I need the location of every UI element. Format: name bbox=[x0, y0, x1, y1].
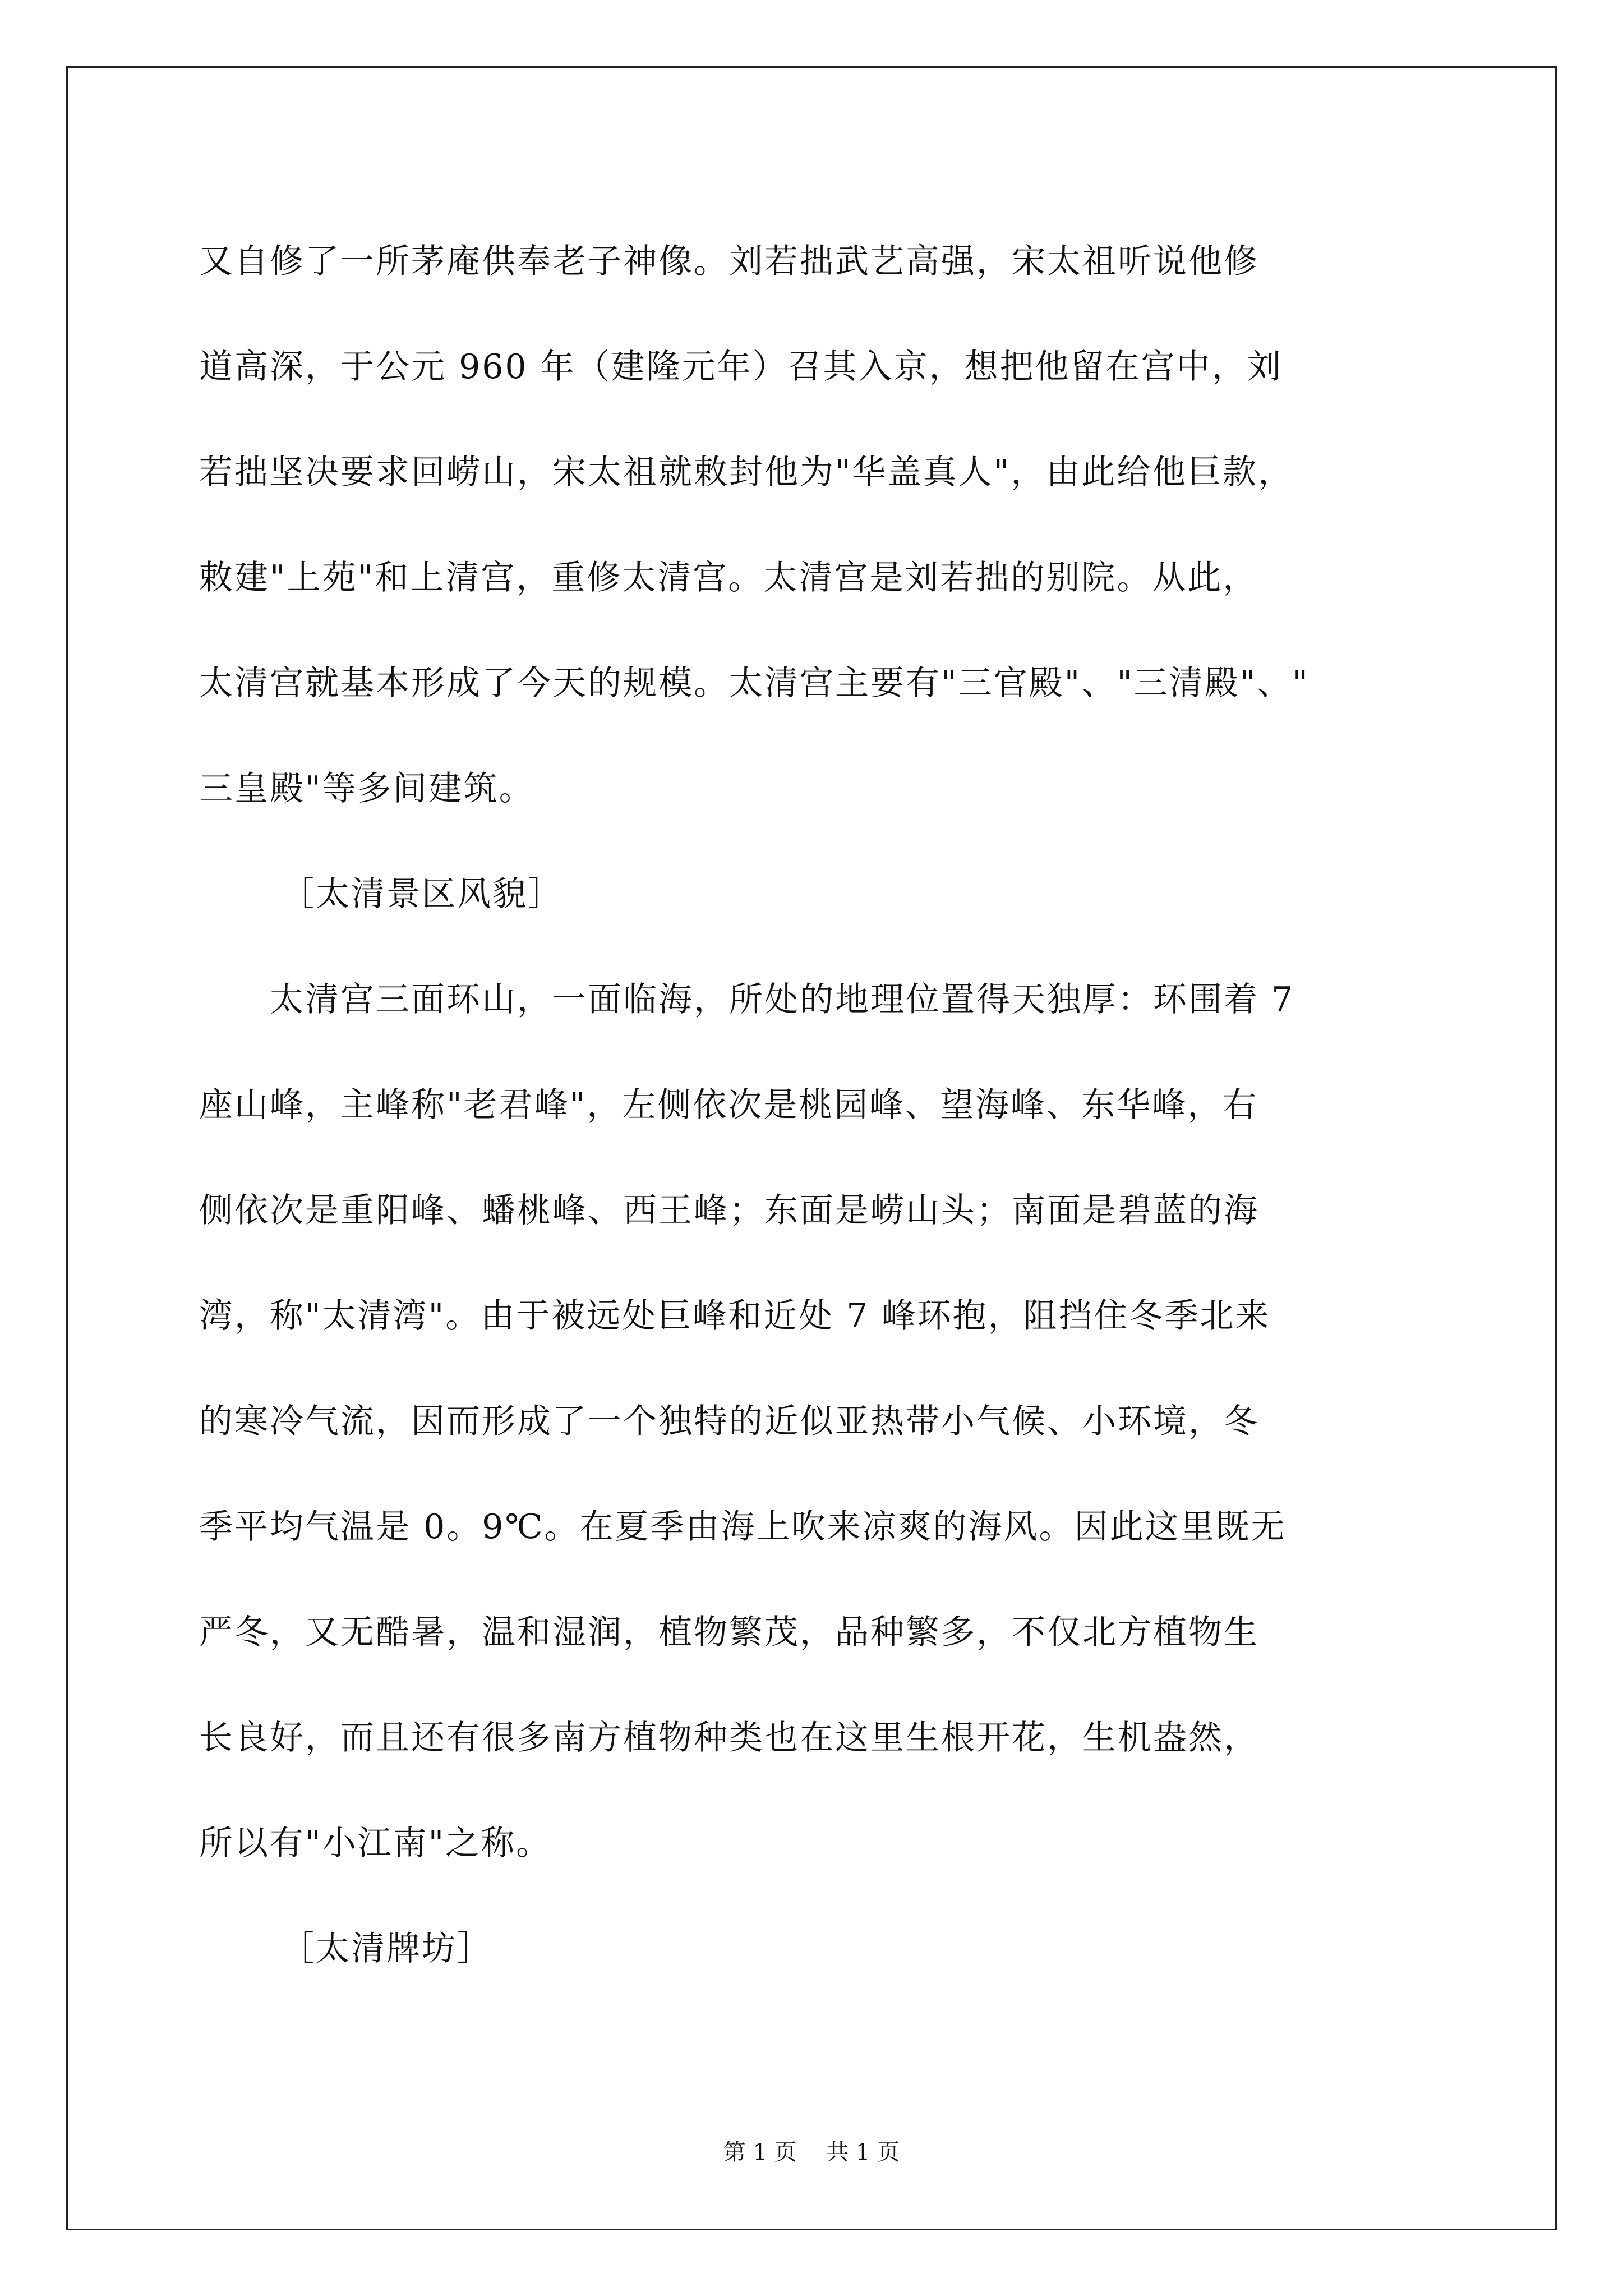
document-body bbox=[199, 209, 1455, 2001]
text-line: 又自修了一所茅庵供奉老子神像。刘若拙武艺高强，宋太祖听说他修 bbox=[199, 242, 1259, 281]
text-line: 的寒冷气流，因而形成了一个独特的近似亚热带小气候、小环境，冬 bbox=[199, 1402, 1259, 1441]
text-line: 三皇殿"等多间建筑。 bbox=[199, 769, 534, 808]
text-line: 若拙坚决要求回崂山，宋太祖就敕封他为"华盖真人"，由此给他巨款， bbox=[199, 453, 1294, 492]
text-line: 所以有"小江南"之称。 bbox=[199, 1824, 552, 1863]
text-line: 侧依次是重阳峰、蟠桃峰、西王峰；东面是崂山头；南面是碧蓝的海 bbox=[199, 1191, 1259, 1230]
text-line: 长良好，而且还有很多南方植物种类也在这里生根开花，生机盎然， bbox=[199, 1718, 1259, 1757]
page-footer: 第 1 页 共 1 页 bbox=[723, 2139, 900, 2165]
section-heading: ［太清牌坊］ bbox=[280, 1929, 492, 1968]
text-line: 太清宫就基本形成了今天的规模。太清宫主要有"三官殿"、"三清殿"、" bbox=[199, 664, 1310, 703]
section-heading: ［太清景区风貌］ bbox=[280, 875, 563, 914]
text-line: 敕建"上苑"和上清宫，重修太清宫。太清宫是刘若拙的别院。从此， bbox=[199, 558, 1258, 597]
text-line: 太清宫三面环山，一面临海，所处的地理位置得天独厚：环围着 7 bbox=[199, 980, 1295, 1019]
text-line: 道高深，于公元 960 年（建隆元年）召其入京，想把他留在宫中，刘 bbox=[199, 347, 1283, 386]
text-line: 座山峰，主峰称"老君峰"，左侧依次是桃园峰、望海峰、东华峰，右 bbox=[199, 1085, 1258, 1125]
text-line: 严冬，又无酷暑，温和湿润，植物繁茂，品种繁多，不仅北方植物生 bbox=[199, 1613, 1259, 1652]
text-line: 湾，称"太清湾"。由于被远处巨峰和近处 7 峰环抱，阻挡住冬季北来 bbox=[199, 1296, 1271, 1336]
text-line: 季平均气温是 0。9℃。在夏季由海上吹来凉爽的海风。因此这里既无 bbox=[199, 1507, 1287, 1547]
